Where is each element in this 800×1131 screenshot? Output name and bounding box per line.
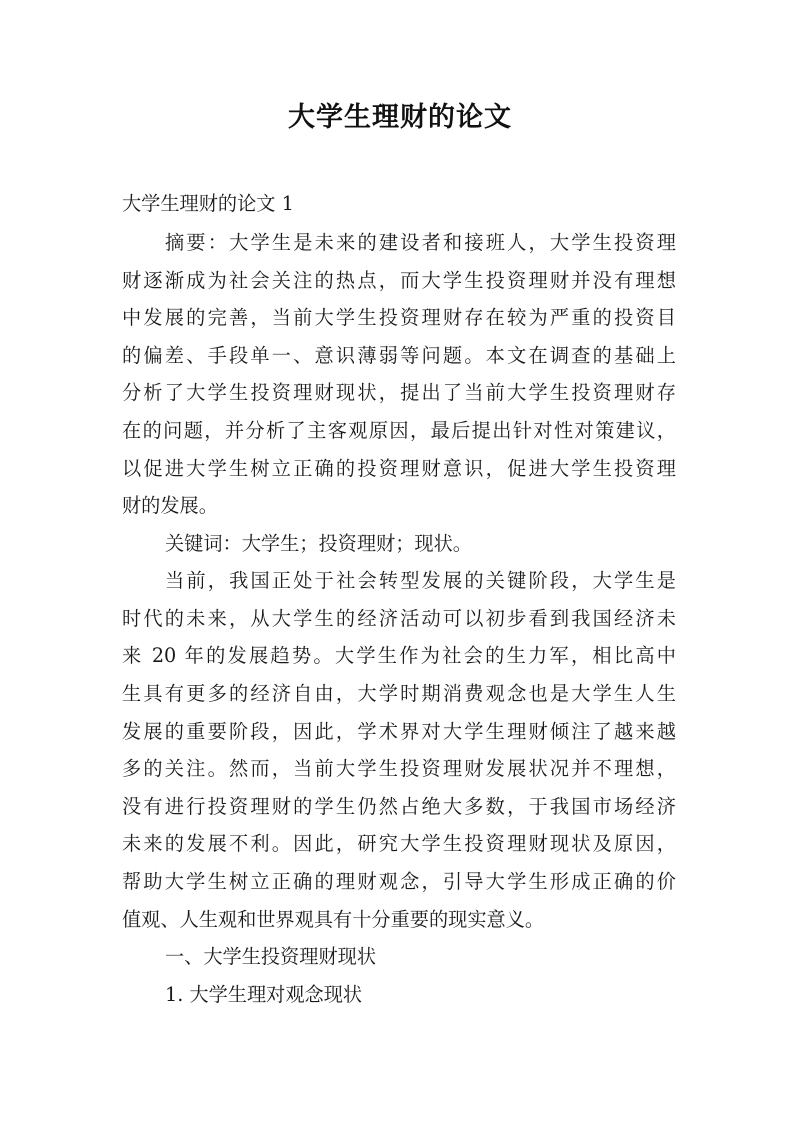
body-line-9: 帮助大学生树立正确的理财观念，引导大学生形成正确的价 [122,870,676,893]
abstract-line-7: 以促进大学生树立正确的投资理财意识，促进大学生投资理 [122,457,676,480]
abstract-line-5: 分析了大学生投资理财现状，提出了当前大学生投资理财存 [122,381,676,404]
document-title: 大学生理财的论文 [288,102,512,133]
abstract-line-2: 财逐渐成为社会关注的热点，而大学生投资理财并没有理想 [122,269,676,292]
keywords-line: 关键词：大学生；投资理财；现状。 [165,532,472,555]
body-line-3: 来 20 年的发展趋势。大学生作为社会的生力军，相比高中 [122,644,676,667]
body-line-5: 发展的重要阶段，因此，学术界对大学生理财倾注了越来越 [122,720,676,743]
body-line-7: 没有进行投资理财的学生仍然占绝大多数，于我国市场经济 [122,795,676,818]
body-line-2: 时代的未来，从大学生的经济活动可以初步看到我国经济未 [122,607,676,630]
body-line-4: 生具有更多的经济自由，大学时期消费观念也是大学生人生 [122,682,676,705]
abstract-line-6: 在的问题，并分析了主客观原因，最后提出针对性对策建议， [122,419,676,442]
subsection-heading: 一、大学生投资理财现状 [165,945,377,968]
body-line-6: 多的关注。然而，当前大学生投资理财发展状况并不理想， [122,757,676,780]
section-heading: 大学生理财的论文 1 [122,192,294,215]
body-line-8: 未来的发展不利。因此，研究大学生投资理财现状及原因， [122,832,676,855]
abstract-line-8: 财的发展。 [122,494,218,517]
body-line-1: 当前，我国正处于社会转型发展的关键阶段，大学生是 [165,569,676,592]
body-line-10: 值观、人生观和世界观具有十分重要的现实意义。 [122,908,545,931]
abstract-line-1: 摘要：大学生是未来的建设者和接班人，大学生投资理 [165,231,676,254]
abstract-line-4: 的偏差、手段单一、意识薄弱等问题。本文在调查的基础上 [122,344,676,367]
abstract-line-3: 中发展的完善，当前大学生投资理财存在较为严重的投资目 [122,306,676,329]
numbered-heading: 1. 大学生理对观念现状 [165,983,363,1006]
